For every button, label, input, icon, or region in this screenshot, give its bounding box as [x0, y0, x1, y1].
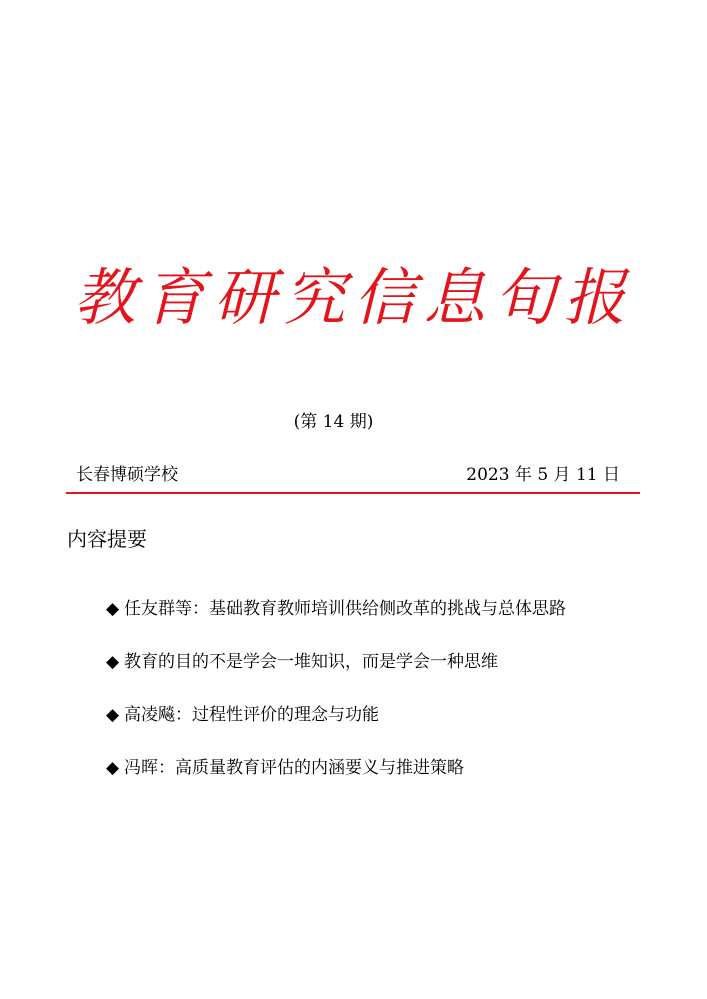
contents-list	[106, 597, 566, 809]
contents-item-text: 教育的目的不是学会一堆知识，而是学会一种思维	[124, 652, 498, 672]
contents-item-text: 高凌飚：过程性评价的理念与功能	[124, 705, 379, 725]
contents-item	[106, 756, 566, 780]
diamond-bullet-icon: ◆	[106, 758, 120, 778]
issue-number: (第 14 期)	[293, 412, 374, 432]
newsletter-masthead-title: 教育研究信息旬报	[73, 261, 634, 334]
contents-item-text: 冯晖：高质量教育评估的内涵要义与推进策略	[124, 758, 464, 778]
contents-item	[106, 703, 566, 727]
school-name: 长春博硕学校	[76, 465, 178, 485]
diamond-bullet-icon: ◆	[106, 652, 120, 672]
contents-item	[106, 597, 566, 621]
contents-item	[106, 650, 566, 674]
diamond-bullet-icon: ◆	[106, 705, 120, 725]
contents-summary-heading: 内容提要	[67, 527, 147, 551]
contents-item-text: 任友群等：基础教育教师培训供给侧改革的挑战与总体思路	[124, 599, 566, 619]
red-divider-line	[66, 492, 640, 494]
diamond-bullet-icon: ◆	[106, 599, 120, 619]
publication-date: 2023 年 5 月 11 日	[466, 465, 620, 485]
